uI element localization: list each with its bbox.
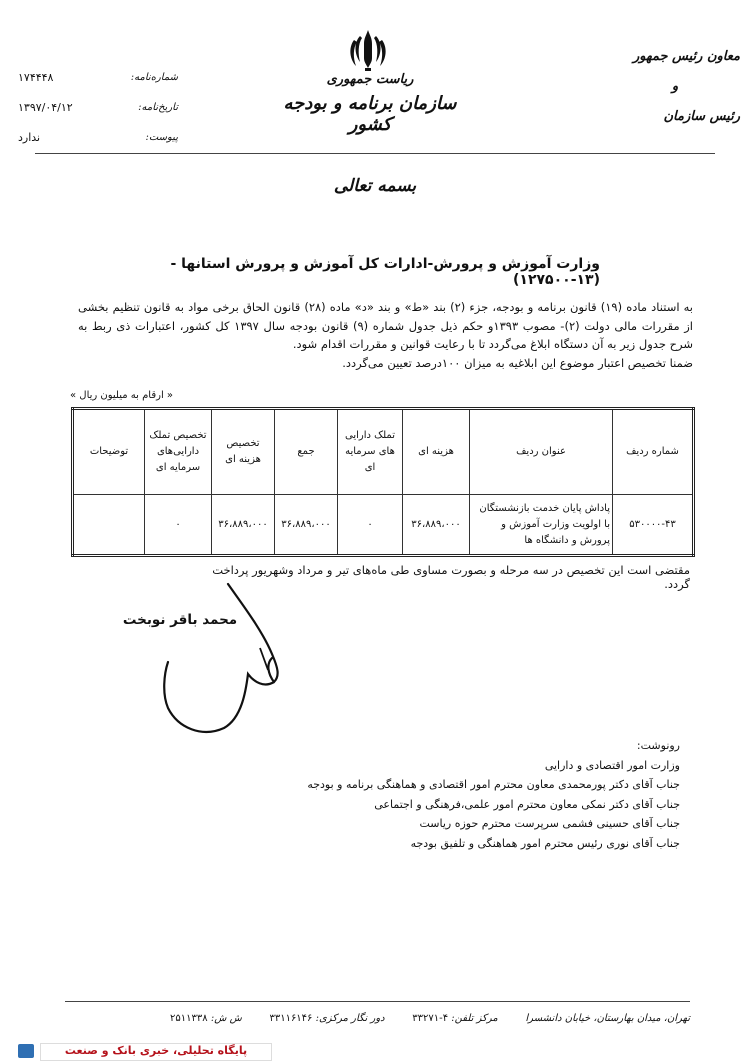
table-cell: ۳۶،۸۸۹،۰۰۰	[275, 495, 338, 556]
meta-row-attachment	[18, 122, 178, 152]
signatory-title	[632, 42, 740, 132]
table-cell	[73, 495, 145, 556]
meta-value: ندارد	[18, 130, 41, 144]
footer-phone-value: ۴-۳۳۲۷۱	[412, 1013, 449, 1024]
table-header: هزینه ای	[403, 409, 470, 495]
meta-label: شماره‌نامه:	[130, 71, 178, 83]
table-header: تملک دارایی های سرمایه ای	[338, 409, 403, 495]
document-title: وزارت آموزش و پرورش-ادارات کل آموزش و پرورش استانها - (۱۳-۱۲۷۵۰۰)	[170, 256, 600, 288]
table-cell: ۳۶،۸۸۹،۰۰۰	[403, 495, 470, 556]
table-cell: ۰	[338, 495, 403, 556]
payment-note: مقتضی است این تخصیص در سه مرحله و بصورت مساوی طی ماه‌های تیر و مرداد وشهریور پرداخت گردد.	[212, 563, 690, 591]
footer-address: تهران، میدان بهارستان، خیابان دانشسرا	[525, 1013, 690, 1024]
document-body	[78, 298, 693, 372]
table-cell: پاداش پایان خدمت بازنشستگان با اولویت وزارت آموزش و پرورش و دانشگاه ها	[470, 495, 613, 556]
footer-phone	[412, 1013, 498, 1024]
cc-heading: رونوشت:	[636, 739, 680, 752]
table-header: عنوان ردیف	[470, 409, 613, 495]
table-header: تخصیص هزینه ای	[212, 409, 275, 495]
basmala: بسمه تعالی	[333, 176, 417, 196]
cc-list	[300, 736, 680, 853]
table-header: تخصیص تملک دارایی‌های سرمایه ای	[145, 409, 212, 495]
cc-item: وزارت امور اقتصادی و دارایی	[544, 758, 680, 772]
letter-meta	[18, 62, 178, 152]
cc-item: جناب آقای دکتر نمکی معاون محترم امور علمی،فرهنگی و اجتماعی	[374, 797, 680, 811]
footer-code-value: ۲۵۱۱۳۳۸	[170, 1013, 208, 1024]
header-presidency: ریاست جمهوری	[326, 72, 414, 87]
signatory-title-line-2: و	[671, 79, 679, 94]
table-cell: ۰	[145, 495, 212, 556]
watermark-logo-icon	[18, 1044, 34, 1058]
letterhead	[280, 72, 460, 135]
body-paragraph: ضمنا تخصیص اعتبار موضوع این ابلاغیه به میزان ۱۰۰درصد تعیین می‌گردد.	[342, 355, 693, 370]
table-cell: ۵۳۰۰۰۰-۴۳	[613, 495, 694, 556]
signatory-title-line-3: رئیس سازمان	[663, 109, 740, 124]
header-divider	[35, 153, 715, 154]
table-cell: ۳۶،۸۸۹،۰۰۰	[212, 495, 275, 556]
signer-name: محمد باقر نوبخت	[122, 612, 238, 628]
meta-value: ۱۷۴۴۴۸	[18, 70, 54, 84]
signatory-title-line-1: معاون رئیس جمهور	[632, 49, 740, 64]
footer-code	[170, 1013, 242, 1024]
footer-code-label: ش ش:	[210, 1013, 242, 1024]
table-header: جمع	[275, 409, 338, 495]
table-row	[73, 495, 694, 556]
footer-fax-value: ۳۳۱۱۶۱۴۶	[269, 1013, 313, 1024]
allocation-table	[71, 407, 695, 557]
footer-divider	[65, 1001, 690, 1002]
header-organization: سازمان برنامه و بودجه کشور	[283, 93, 457, 135]
unit-note: « ارقام به میلیون ریال »	[70, 390, 174, 401]
meta-value: ۱۳۹۷/۰۴/۱۲	[18, 100, 73, 114]
body-paragraph: به استناد ماده (۱۹) قانون برنامه و بودجه، جزء (۲) بند «ط» و بند «د» ماده (۲۸) قانون الحاق برخی مواد به قانون تنظیم بخشی از مقررات مالی دولت (۲)- مصوب ۱۳۹۳و حکم ذیل جدول شماره (۹) قانون بودجه سال ۱۳۹۷ کل کشور، اعتبارات ذی ربط به شرح جدول زیر به آن دستگاه ابلاغ می‌گردد تا با رعایت قوانین و مقررات اقدام شود.	[78, 300, 693, 351]
table-header-row	[73, 409, 694, 495]
meta-row-number	[18, 62, 178, 92]
meta-label: پیوست:	[145, 131, 178, 143]
table-header: شماره ردیف	[613, 409, 694, 495]
handwritten-signature-icon	[150, 578, 290, 738]
cc-item: جناب آقای نوری رئیس محترم امور هماهنگی و تلفیق بودجه	[410, 836, 680, 850]
footer-fax-label: دور نگار مرکزی:	[315, 1013, 385, 1024]
table-header: توضیحات	[73, 409, 145, 495]
meta-label: تاریخ‌نامه:	[138, 101, 178, 113]
cc-item: جناب آقای دکتر پورمحمدی معاون محترم امور اقتصادی و هماهنگی برنامه و بودجه	[307, 778, 680, 791]
cc-item: جناب آقای حسینی فشمی سرپرست محترم حوزه ریاست	[419, 817, 680, 830]
footer-phone-label: مرکز تلفن:	[451, 1013, 498, 1024]
footer	[170, 1013, 690, 1024]
meta-row-date	[18, 92, 178, 122]
iran-emblem-icon	[348, 28, 388, 72]
footer-fax	[269, 1013, 384, 1024]
watermark-banner: پایگاه تحلیلی، خبری بانک و صنعت	[40, 1043, 272, 1061]
